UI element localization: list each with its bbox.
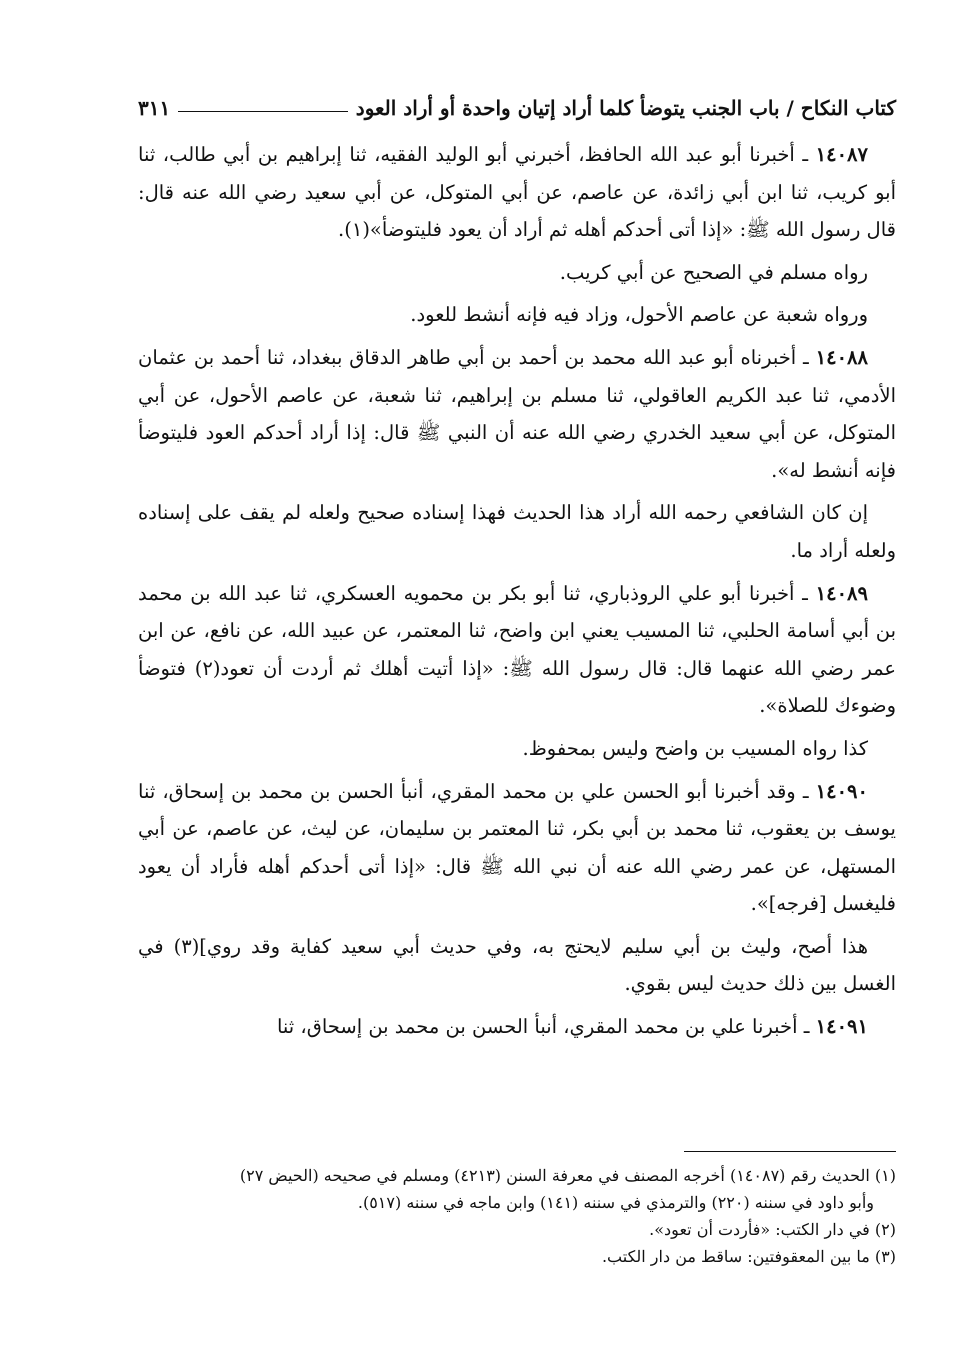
header-rule xyxy=(178,111,348,112)
commentary-paragraph xyxy=(138,254,896,292)
footnote-rule xyxy=(684,1151,896,1152)
footnote-1-continued: وأبو داود في سننه (٢٢٠) والترمذي في سننه (١٤١) وابن ماجه في سننه (٥١٧). xyxy=(357,1193,874,1212)
hadith-text: ـ وقد أخبرنا أبو الحسن علي بن محمد المقري، أنبأ الحسن بن محمد بن إسحاق، ثنا يوسف بن يعقوب، ثنا محمد بن أبي بكر، ثنا المعتمر بن سليمان، عن ليث، عن عاصم، عن أبي المستهل، عن عمر رضي الله عنه أن نبي الله ﷺ قال: «إذا أتى أحدكم أهله فأراد أن يعود فليغسل [فرجه]». xyxy=(138,779,896,916)
main-text xyxy=(138,136,896,1051)
page-header xyxy=(138,80,896,120)
hadith-14090 xyxy=(138,773,896,923)
commentary-paragraph xyxy=(138,296,896,334)
hadith-number: ١٤٠٩١ xyxy=(815,1015,868,1039)
hadith-14088 xyxy=(138,339,896,489)
hadith-text: ـ أخبرناه أبو عبد الله محمد بن أحمد بن أبي طاهر الدقاق ببغداد، ثنا أحمد بن عثمان الأدمي، ثنا عبد الكريم العاقولي، ثنا مسلم بن إبراهيم، ثنا شعبة، عن عاصم الأحول، عن أبي المتوكل، عن أبي سعيد الخدري رضي الله عنه أن النبي ﷺ قال: إذا أراد أحدكم العود فليتوضأ فإنه أنشط له». xyxy=(138,345,896,482)
hadith-14087 xyxy=(138,136,896,249)
commentary-text: رواه مسلم في الصحيح عن أبي كريب. xyxy=(559,260,868,284)
running-title: كتاب النكاح / باب الجنب يتوضأ كلما أراد إتيان واحدة أو أراد العود xyxy=(355,96,896,120)
hadith-number: ١٤٠٩٠ xyxy=(815,779,868,803)
hadith-14089 xyxy=(138,575,896,725)
hadith-text: ـ أخبرنا أبو عبد الله الحافظ، أخبرني أبو الوليد الفقيه، ثنا إبراهيم بن أبي طالب، ثنا أبو كريب، ثنا ابن أبي زائدة، عن عاصم، عن أبي المتوكل، عن أبي سعيد رضي الله عنه قال: قال رسول الله ﷺ: «إذا أتى أحدكم أهله ثم أراد أن يعود فليتوضأ»(١). xyxy=(138,143,896,242)
footnote-1: (١) الحديث رقم (١٤٠٨٧) أخرجه المصنف في معرفة السنن (٤٢١٣) ومسلم في صحيحه (الحيض ٢٧) xyxy=(239,1166,896,1185)
page-number: ٣١١ xyxy=(138,96,171,120)
footnote-2: (٢) في دار الكتب: «فأردت أن تعود». xyxy=(649,1220,896,1239)
commentary-text: ورواه شعبة عن عاصم الأحول، وزاد فيه فإنه أنشط للعود. xyxy=(410,303,868,327)
commentary-paragraph xyxy=(138,494,896,569)
footnotes xyxy=(138,1162,896,1270)
commentary-paragraph xyxy=(138,928,896,1003)
commentary-text: هذا أصح، وليث بن أبي سليم لايحتج به، وفي حديث أبي سعيد كفاية وقد روي](٣) في الغسل بين ذلك حديث ليس بقوي. xyxy=(138,934,896,996)
hadith-number: ١٤٠٨٧ xyxy=(815,143,868,166)
commentary-text: كذا رواه المسيب بن واضح وليس بمحفوظ. xyxy=(522,736,868,760)
commentary-paragraph xyxy=(138,730,896,768)
hadith-14091 xyxy=(138,1008,896,1046)
footnote-3: (٣) ما بين المعقوفتين: ساقط من دار الكتب. xyxy=(601,1247,896,1266)
hadith-text: ـ أخبرنا أبو علي الروذباري، ثنا أبو بكر بن محمويه العسكري، ثنا عبد الله بن محمد بن أبي أسامة الحلبي، ثنا المسيب يعني ابن واضح، ثنا المعتمر، عن عبيد الله، عن نافع، عن ابن عمر رضي الله عنهما قال: قال رسول الله ﷺ: «إذا أتيت أهلك ثم أردت أن تعود(٢) فتوضأ وضوءك للصلاة». xyxy=(138,581,896,718)
hadith-text: ـ أخبرنا علي بن محمد المقري، أنبأ الحسن بن محمد بن إسحاق، ثنا xyxy=(276,1015,816,1039)
hadith-number: ١٤٠٨٨ xyxy=(815,345,868,369)
commentary-text: إن كان الشافعي رحمه الله أراد هذا الحديث فهذا إسناده صحيح ولعله لم يقف على إسناده ولعله أراد ما. xyxy=(138,501,896,562)
hadith-number: ١٤٠٨٩ xyxy=(815,581,868,605)
